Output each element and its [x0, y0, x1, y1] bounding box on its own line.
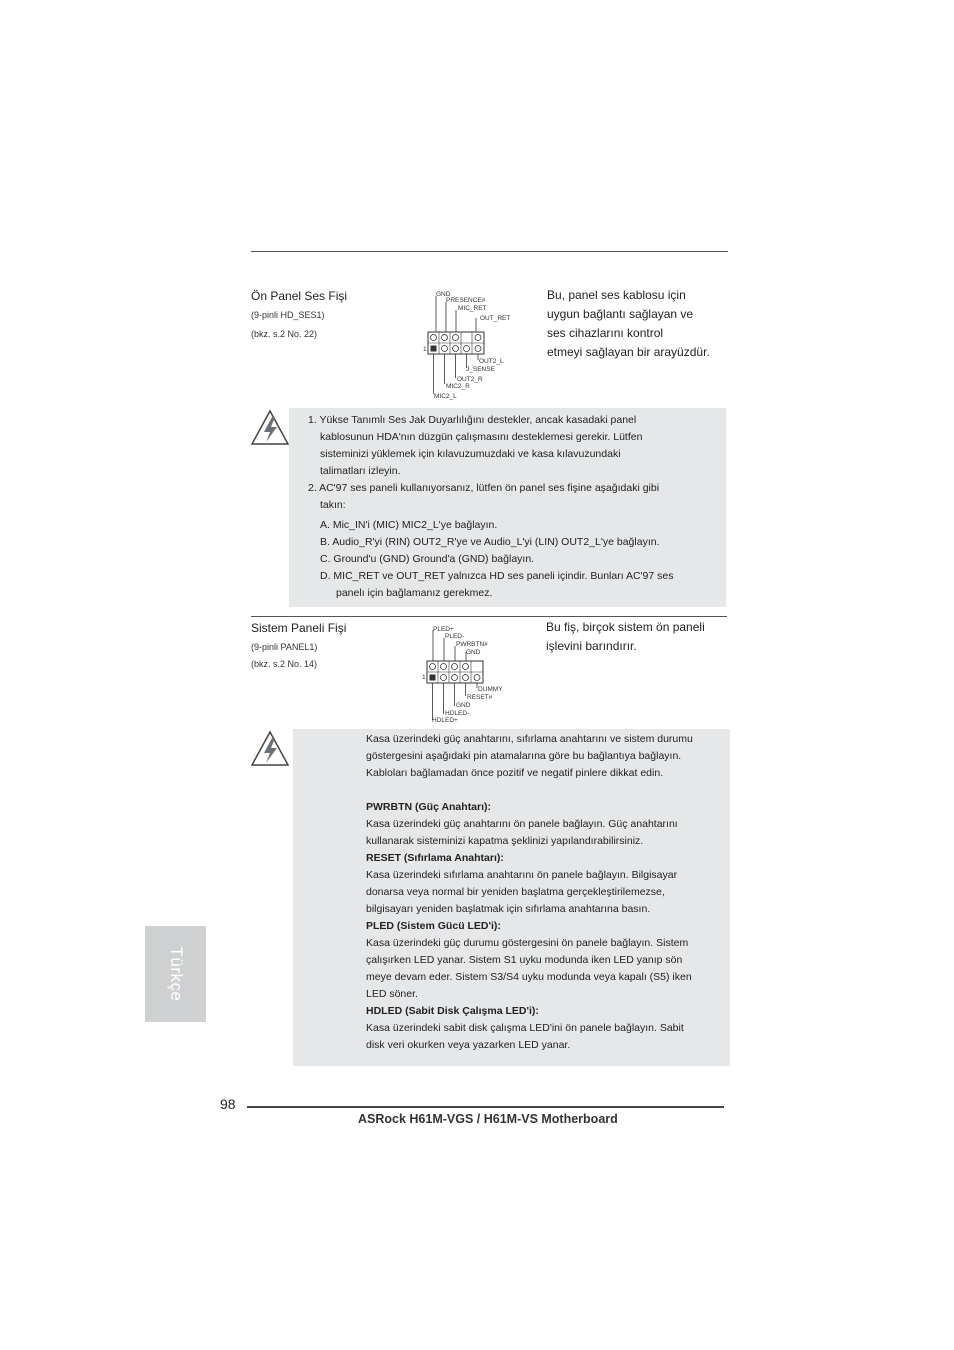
- desc-line: etmeyi sağlayan bir arayüzdür.: [547, 345, 710, 359]
- note-line: Kasa üzerindeki güç anahtarını, sıfırlama anahtarını ve sistem durumu: [366, 733, 693, 745]
- note-line: sisteminizi yüklemek için kılavuzumuzdaki ve kasa kılavuzundaki: [320, 448, 621, 460]
- note-line: takın:: [320, 499, 346, 511]
- pin-label-out-ret: OUT_RET: [480, 315, 511, 322]
- page-number: 98: [220, 1096, 236, 1112]
- pin-label-hdled-plus: HDLED+: [432, 717, 458, 724]
- note-line: Kasa üzerindeki güç durumu göstergesini ön panele bağlayın. Sistem: [366, 937, 689, 949]
- note-line: disk veri okurken veya yazarken LED yanar.: [366, 1039, 571, 1051]
- hdled-heading: HDLED (Sabit Disk Çalışma LED'i):: [366, 1005, 539, 1017]
- note-line: Kasa üzerindeki sabit disk çalışma LED'ini ön panele bağlayın. Sabit: [366, 1022, 684, 1034]
- pin-label-mic2-l: MIC2_L: [434, 393, 457, 400]
- panel-description: [546, 618, 705, 656]
- note-line: göstergesini aşağıdaki pin atamalarına göre bu bağlantıya bağlayın.: [366, 750, 682, 762]
- note-line: D. MIC_RET ve OUT_RET yalnızca HD ses paneli içindir. Bunları AC'97 ses: [320, 570, 674, 582]
- middle-rule: [251, 616, 727, 617]
- pin-label-pin1: 1: [423, 346, 427, 353]
- desc-line: Bu, panel ses kablosu için: [547, 288, 686, 302]
- top-rule: [251, 251, 728, 252]
- pled-heading: PLED (Sistem Gücü LED'i):: [366, 920, 501, 932]
- warning-icon: [250, 729, 290, 769]
- note-line: panelı için bağlamanız gerekmez.: [336, 587, 493, 599]
- note-line: kullanarak sisteminizi kapatma şeklinizi yapılandırabilirsiniz.: [366, 835, 644, 847]
- pin-label-pwrbtn: PWRBTN#: [456, 641, 488, 648]
- note-line: 1. Yükse Tanımlı Ses Jak Duyarlılığını destekler, ancak kasadaki panel: [308, 414, 637, 426]
- pin-label-mic2-r: MIC2_R: [446, 383, 470, 390]
- pin-label-dummy: DUMMY: [478, 686, 503, 693]
- audio-notes: [308, 412, 720, 602]
- pin-label-out2-r: OUT2_R: [457, 376, 483, 383]
- language-tab-label: Türkçe: [166, 946, 186, 1002]
- pin-label-pled-plus: PLED+: [433, 626, 454, 633]
- desc-line: ses cihazlarını kontrol: [547, 326, 664, 340]
- desc-line: Bu fiş, birçok sistem ön paneli: [546, 620, 705, 634]
- pin-label-hdled-minus: HDLED-: [445, 710, 470, 717]
- panel-header-subtitle: (9-pinli PANEL1): [251, 642, 318, 652]
- warning-icon: [250, 408, 290, 448]
- audio-description: [547, 286, 710, 362]
- audio-header-ref: (bkz. s.2 No. 22): [251, 329, 318, 339]
- panel-header-title: Sistem Paneli Fişi: [251, 621, 347, 635]
- note-line: B. Audio_R'yi (RIN) OUT2_R'ye ve Audio_L'yi (LIN) OUT2_L'ye bağlayın.: [320, 536, 660, 548]
- pin-label-j-sense: J_SENSE: [466, 366, 495, 373]
- panel-connector-svg: [420, 624, 510, 724]
- panel-header-ref: (bkz. s.2 No. 14): [251, 659, 318, 669]
- audio-header-subtitle: (9-pinli HD_SES1): [251, 310, 325, 320]
- note-line: donarsa veya normal bir yeniden başlatma gerçekleştirilemezse,: [366, 886, 665, 898]
- note-line: çalışırken LED yanar. Sistem S1 uyku modunda iken LED yanıp sön: [366, 954, 683, 966]
- footer-product: ASRock H61M-VGS / H61M-VS Motherboard: [358, 1112, 618, 1126]
- note-line: Kasa üzerindeki sıfırlama anahtarını ön panele bağlayın. Bilgisayar: [366, 869, 678, 881]
- pin-label-gnd-top: GND: [466, 649, 481, 656]
- note-line: meye devam eder. Sistem S3/S4 uyku modunda veya kapalı (S5) iken: [366, 971, 692, 983]
- note-line: bilgisayarı yeniden başlatmak için sıfırlama anahtarına basın.: [366, 903, 651, 915]
- pin-label-pin1: 1: [422, 674, 426, 681]
- note-line: C. Ground'u (GND) Ground'a (GND) bağlayın.: [320, 553, 535, 565]
- pin-label-gnd: GND: [436, 291, 451, 298]
- note-line: kablosunun HDA'nın düzgün çalışmasını desteklemesi gerekir. Lütfen: [320, 431, 643, 443]
- pin-label-presence: PRESENCE#: [446, 297, 486, 304]
- note-line: 2. AC'97 ses paneli kullanıyorsanız, lütfen ön panel ses fişine aşağıdaki gibi: [308, 482, 660, 494]
- pin-label-pled-minus: PLED-: [445, 633, 465, 640]
- note-line: LED söner.: [366, 988, 418, 1000]
- pwrbtn-heading: PWRBTN (Güç Anahtarı):: [366, 801, 492, 813]
- pin-label-gnd-bottom: GND: [456, 702, 471, 709]
- footer-rule: [247, 1106, 724, 1108]
- reset-heading: RESET (Sıfırlama Anahtarı):: [366, 852, 504, 864]
- pin-label-mic-ret: MIC_RET: [458, 305, 487, 312]
- panel-notes: [366, 731, 728, 1054]
- language-tab: [145, 926, 206, 1022]
- pin-label-reset: RESET#: [467, 694, 493, 701]
- desc-line: uygun bağlantı sağlayan ve: [547, 307, 694, 321]
- note-line: A. Mic_IN'i (MIC) MIC2_L'ye bağlayın.: [320, 519, 498, 531]
- pin-label-out2-l: OUT2_L: [479, 358, 504, 365]
- desc-line: işlevini barındırır.: [546, 639, 637, 653]
- note-line: talimatları izleyin.: [320, 465, 401, 477]
- audio-header-title: Ön Panel Ses Fişi: [251, 289, 348, 303]
- note-line: Kasa üzerindeki güç anahtarını ön panele bağlayın. Güç anahtarını: [366, 818, 678, 830]
- note-line: Kabloları bağlamadan önce pozitif ve negatif pinlere dikkat edin.: [366, 767, 664, 779]
